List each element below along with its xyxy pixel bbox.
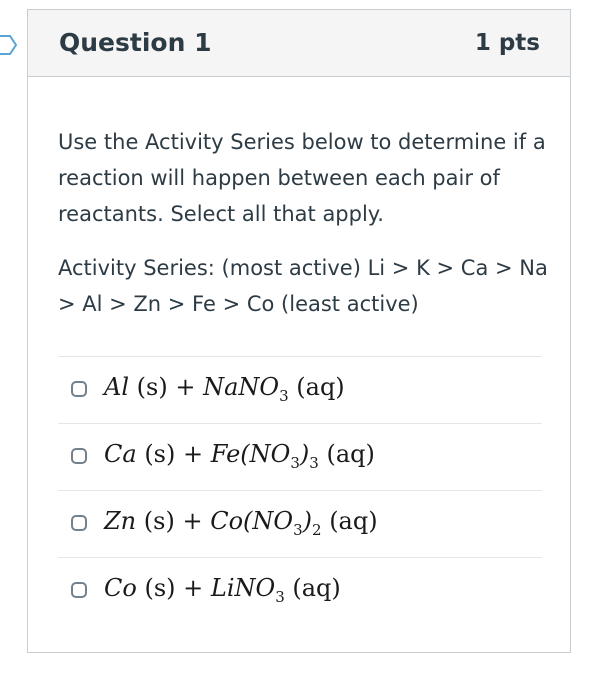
answer-option-1[interactable] bbox=[58, 356, 542, 423]
answer-checkbox[interactable] bbox=[71, 515, 87, 531]
answer-option-4[interactable] bbox=[58, 557, 542, 624]
question-title: Question 1 bbox=[59, 28, 212, 57]
answer-label[interactable]: Ca $(s) + Fe(NO_3)_3$ (aq) bbox=[104, 440, 375, 472]
answer-label[interactable]: Co (s) + LiNO$_3$ (aq) bbox=[104, 574, 341, 606]
answer-list bbox=[58, 356, 542, 624]
question-flag-icon[interactable] bbox=[0, 34, 18, 56]
answer-option-2[interactable] bbox=[58, 423, 542, 490]
answer-option-3[interactable] bbox=[58, 490, 542, 557]
answer-checkbox[interactable] bbox=[71, 381, 87, 397]
answer-checkbox[interactable] bbox=[71, 448, 87, 464]
question-prompt: Use the Activity Series below to determine if a reaction will happen between each pair of reactants. Select all that apply. bbox=[58, 130, 546, 226]
answer-checkbox[interactable] bbox=[71, 582, 87, 598]
answer-label[interactable]: Zn $(s) + Co(NO_3)_2$ (aq) bbox=[104, 507, 378, 539]
question-header bbox=[28, 10, 570, 77]
question-card bbox=[27, 9, 571, 653]
answer-label[interactable]: Al (s) + NaNO$_3$ (aq) bbox=[104, 373, 345, 405]
question-text bbox=[58, 124, 548, 322]
activity-series-text: Activity Series: (most active) Li > K > Ca > Na > Al > Zn > Fe > Co (least active) bbox=[58, 256, 548, 316]
question-points: 1 pts bbox=[474, 30, 540, 56]
